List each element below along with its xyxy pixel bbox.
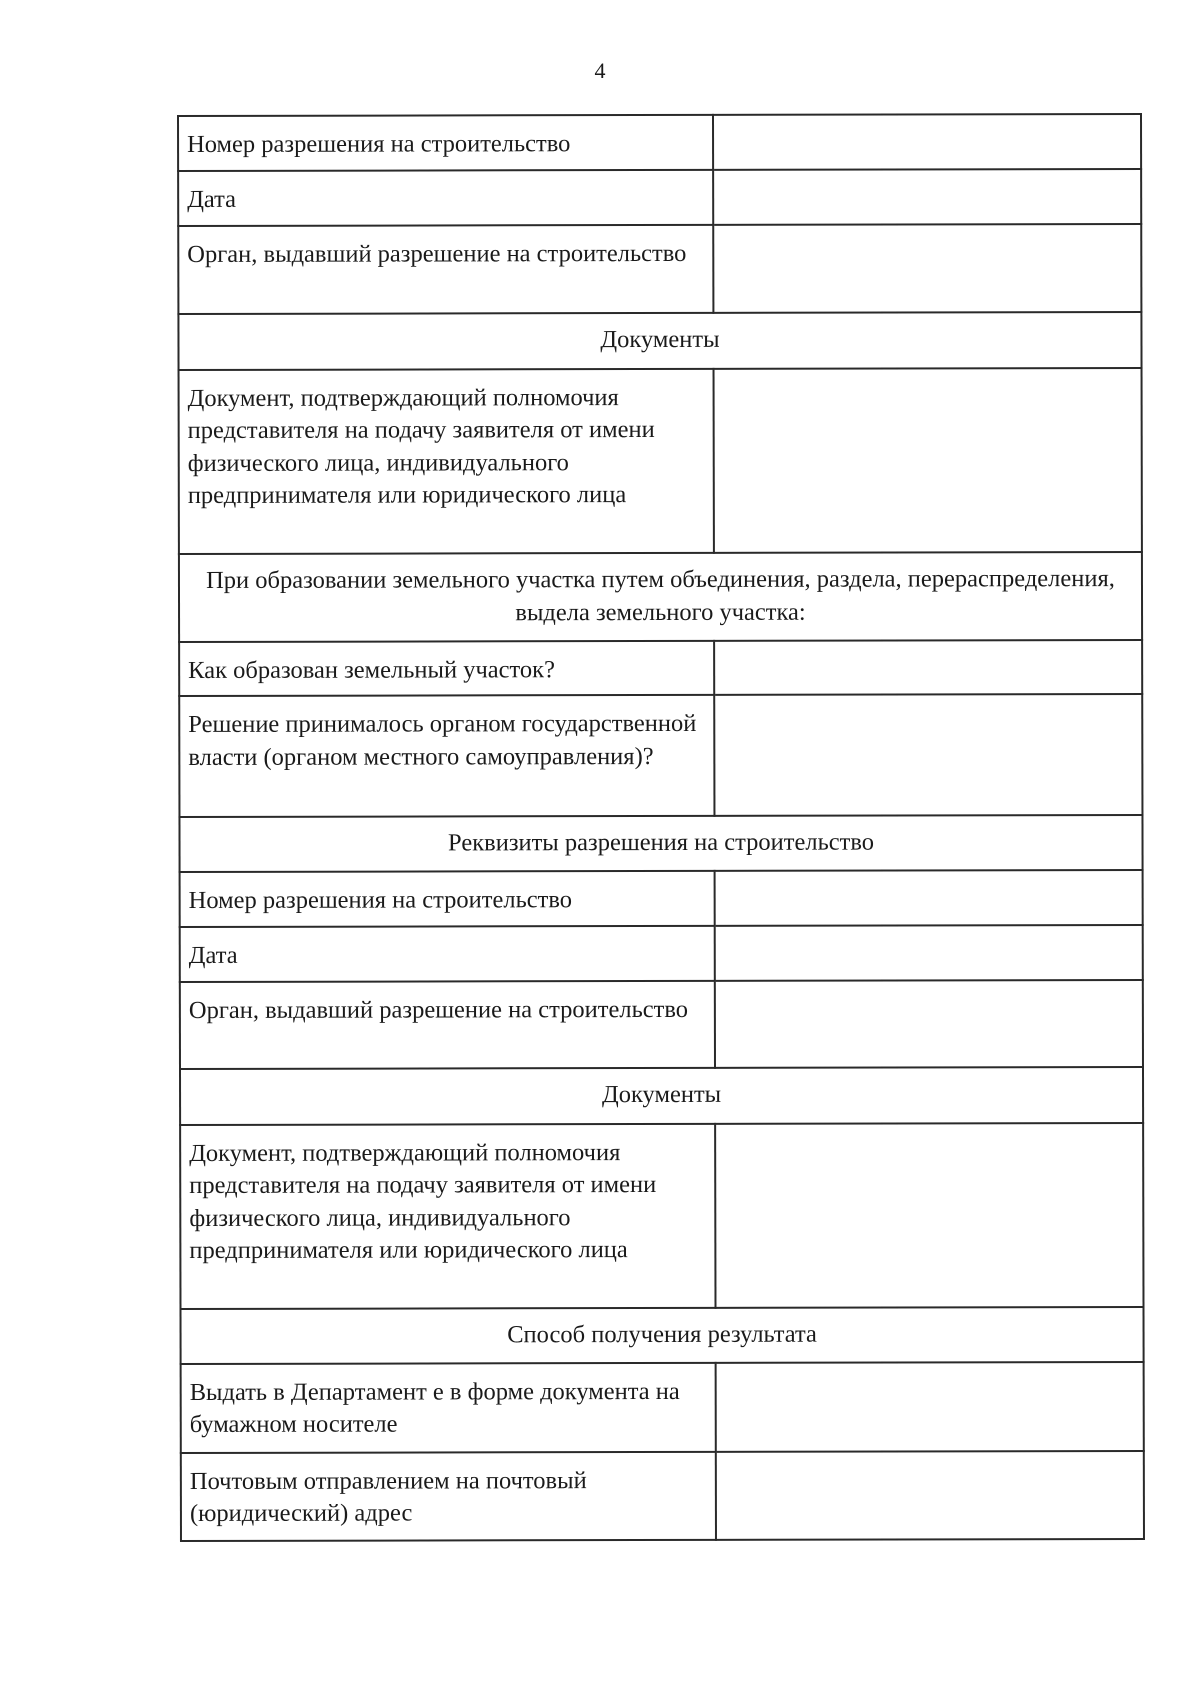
section-header-row	[180, 1306, 1143, 1363]
section-header-row	[179, 815, 1142, 872]
field-value-cell[interactable]	[713, 223, 1141, 312]
form-field-row	[180, 870, 1143, 927]
form-field-row	[178, 169, 1141, 226]
field-label: Орган, выдавший разрешение на строительство	[180, 980, 715, 1068]
form-field-row	[178, 223, 1141, 313]
section-header-row	[178, 311, 1141, 369]
field-value-cell[interactable]	[715, 979, 1143, 1067]
form-field-row	[179, 639, 1142, 696]
field-label: Документ, подтверждающий полномочия представителя на подачу заявителя от имени физического лица, индивидуального предпринимателя или юридического лица	[179, 368, 714, 553]
field-value-cell[interactable]	[716, 1361, 1144, 1451]
page-number: 4	[594, 58, 606, 83]
field-label: Выдать в Департамент е в форме документа на бумажном носителе	[181, 1362, 716, 1452]
field-label: Дата	[180, 925, 715, 981]
form-field-row	[180, 979, 1143, 1068]
field-value-cell[interactable]	[714, 639, 1142, 694]
field-value-cell[interactable]	[715, 924, 1143, 980]
form-field-row	[178, 114, 1141, 171]
form-field-row	[180, 1122, 1143, 1308]
field-label: Дата	[178, 170, 713, 226]
field-value-cell[interactable]	[715, 1122, 1143, 1307]
field-value-cell[interactable]	[715, 870, 1143, 925]
section-header: При образовании земельного участка путем объединения, раздела, перераспределения, выдела земельного участка:	[179, 551, 1142, 641]
section-header: Документы	[180, 1066, 1143, 1124]
field-value-cell[interactable]	[714, 367, 1142, 552]
field-label: Решение принималось органом государственной власти (органом местного самоуправления)?	[179, 695, 714, 817]
field-label: Как образован земельный участок?	[179, 640, 714, 696]
field-value-cell[interactable]	[714, 694, 1142, 816]
section-header: Документы	[178, 311, 1141, 369]
field-label: Номер разрешения на строительство	[178, 115, 713, 171]
form-field-row	[179, 694, 1142, 817]
form-field-row	[179, 367, 1142, 553]
form-field-row	[180, 924, 1143, 981]
form-field-row	[181, 1450, 1144, 1540]
field-label: Номер разрешения на строительство	[180, 871, 715, 927]
field-label: Почтовым отправлением на почтовый (юридический) адрес	[181, 1451, 716, 1540]
field-value-cell[interactable]	[713, 169, 1141, 224]
form-table-body	[178, 114, 1144, 1541]
section-header: Способ получения результата	[180, 1306, 1143, 1363]
field-label: Орган, выдавший разрешение на строительство	[178, 224, 713, 313]
field-label: Документ, подтверждающий полномочия представителя на подачу заявителя от имени физического лица, индивидуального предпринимателя или юридического лица	[180, 1123, 715, 1308]
field-value-cell[interactable]	[713, 114, 1141, 170]
section-header-row	[180, 1066, 1143, 1124]
field-value-cell[interactable]	[716, 1450, 1144, 1539]
section-header-row	[179, 551, 1142, 641]
application-form-table	[177, 113, 1145, 1542]
form-field-row	[181, 1361, 1144, 1452]
section-header: Реквизиты разрешения на строительство	[179, 815, 1142, 872]
